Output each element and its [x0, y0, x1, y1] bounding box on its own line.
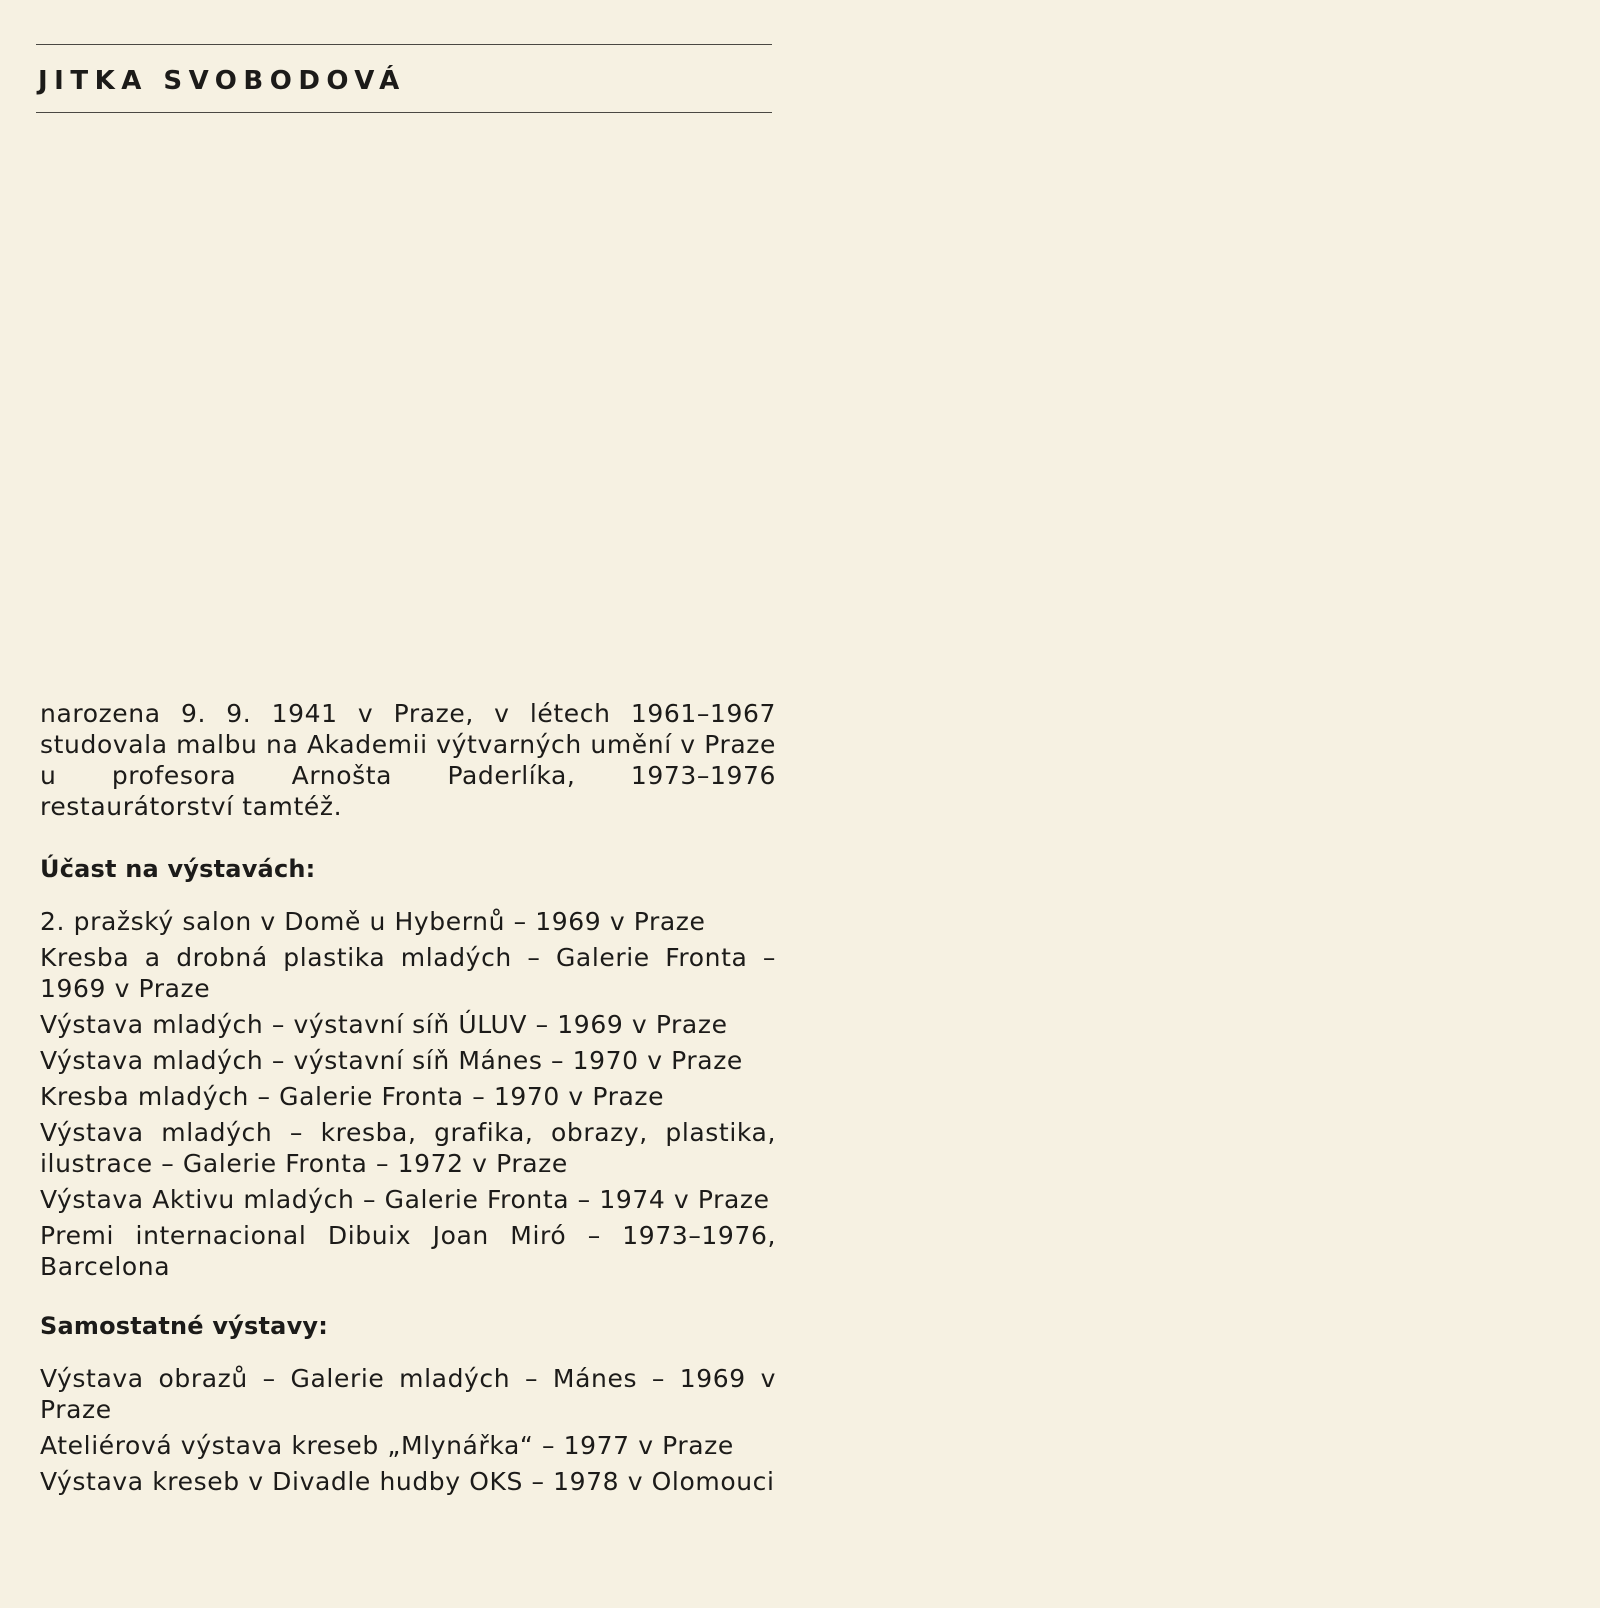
- header-bottom-rule: [36, 112, 772, 113]
- list-item: Kresba mladých – Galerie Fronta – 1970 v Praze: [40, 1082, 665, 1111]
- list-item: Výstava obrazů – Galerie mladých – Mánes – 1969 v Praze: [40, 1364, 776, 1424]
- list-item: Výstava kreseb v Divadle hudby OKS – 1978 v Olomouci: [40, 1467, 775, 1496]
- bio-paragraph: narozena 9. 9. 1941 v Praze, v létech 1961–1967 studovala malbu na Akademii výtvarných umění v Praze u profesora Arnošta Paderlíka, 1973–1976 restaurátorství tamtéž.: [40, 699, 776, 821]
- group-exhibitions-list: [40, 906, 776, 1282]
- list-item: Ateliérová výstava kreseb „Mlynářka“ – 1977 v Praze: [40, 1431, 734, 1460]
- list-item: Premi internacional Dibuix Joan Miró – 1973–1976, Barcelona: [40, 1221, 776, 1281]
- biography-section: [40, 698, 776, 1502]
- list-item: Výstava mladých – výstavní síň Mánes – 1970 v Praze: [40, 1046, 743, 1075]
- header-top-rule: [36, 44, 772, 45]
- list-item: 2. pražský salon v Domě u Hybernů – 1969 v Praze: [40, 907, 706, 936]
- list-item: Výstava Aktivu mladých – Galerie Fronta – 1974 v Praze: [40, 1185, 770, 1214]
- list-item: Výstava mladých – výstavní síň ÚLUV – 1969 v Praze: [40, 1010, 728, 1039]
- solo-exhibitions-heading: Samostatné výstavy:: [40, 1312, 329, 1340]
- solo-exhibitions-list: [40, 1363, 776, 1497]
- artist-name: JITKA SVOBODOVÁ: [38, 66, 406, 96]
- group-exhibitions-heading: Účast na výstavách:: [40, 855, 316, 883]
- list-item: Kresba a drobná plastika mladých – Galerie Fronta – 1969 v Praze: [40, 943, 776, 1003]
- list-item: Výstava mladých – kresba, grafika, obrazy, plastika, ilustrace – Galerie Fronta – 1972 v Praze: [40, 1118, 776, 1178]
